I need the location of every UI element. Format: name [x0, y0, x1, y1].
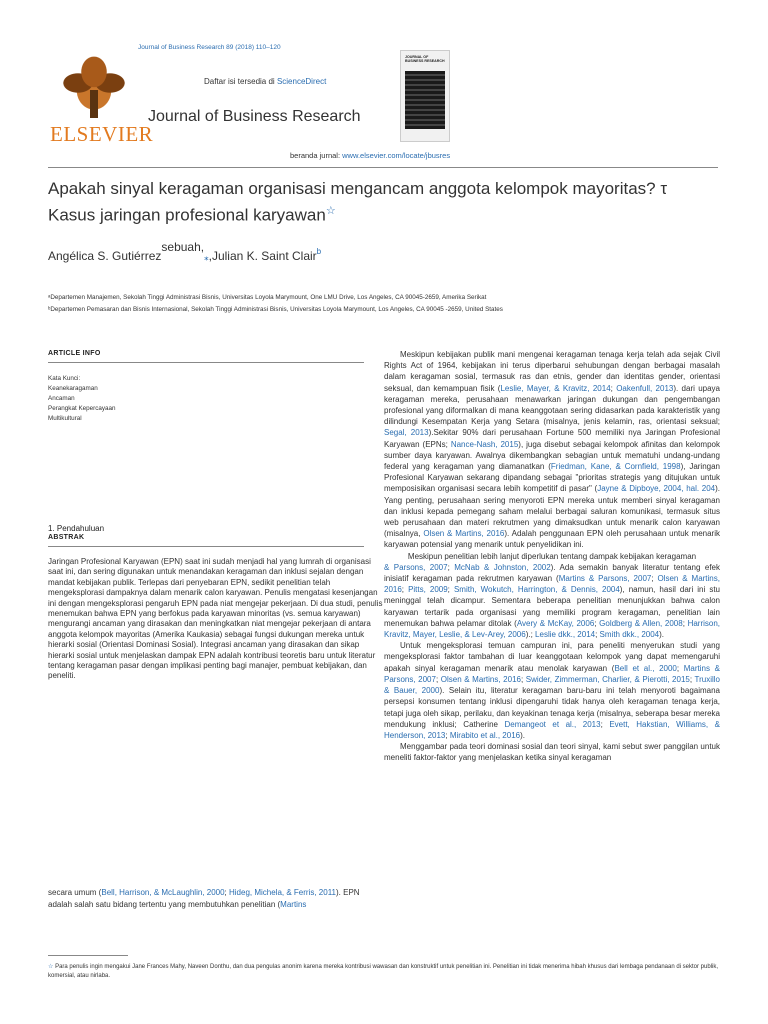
paragraph: Meskipun kebijakan publik mani mengenai keragaman tenaga kerja telah ada sejak Civil Rights Act of 1964, kebijakan ini terus diperbarui sehubungan dengan berbagai masalah dalam keragaman sosial, termasuk ras dan etnis, gender dan identitas gender, orientasi seksual, dan kemampuan fisik (Leslie, Mayer, & Kravitz, 2014; Oakenfull, 2013). dari upaya keragaman mereka, perusahaan menawarkan jaringan dukungan dan pengembangan profesional yang diformalkan di mana keanggotaan sering didasarkan pada karakteristik yang dilindungi Kesempatan Kerja yang Setara (misalnya, jenis kelamin, ras, orientasi seksual; Segal, 2013).Sekitar 90% dari perusahaan Fortune 500 memiliki nya Jaringan Profesional Karyawan (EPNs; Nance-Nash, 2015), juga disebut sebagai kelompok afinitas dan kelompok sumber daya karyawan. Awalnya dikembangkan sebagian untuk mematuhi undang-undang federal yang keragaman yang diamanatkan (Friedman, Kane, & Cornfield, 1998), Jaringan Profesional Karyawan sekarang dipandang sebagai "prioritas strategis yang ditujukan untuk memposisikan organisasi secara lebih kompetitif di pasar" (Jayne & Dipboye, 2004, hal. 204). Yang penting, perusahaan sering menyoroti EPN mereka untuk memberi sinyal keragaman dan inklusi kepada pemegang saham melalui berbagai saluran komunikasi, termasuk situs web perusahaan dan materi rekrutmen yang dimaksudkan untuk menarik calon karyawan (misalnya, Olsen & Martins, 2016). Adalah penggunaan EPN oleh perusahaan untuk menarik karyawan potensial yang menarik untuk penyelidikan ini.	[384, 350, 721, 550]
citation-link[interactable]: Martins & Parsons, 2007	[384, 663, 720, 684]
article-title: Apakah sinyal keragaman organisasi mengancam anggota kelompok mayoritas? τ Kasus jaringan profesional karyawan☆	[48, 179, 668, 225]
journal-title: Journal of Business Research	[148, 108, 361, 125]
paragraph: Menggambar pada teori dominasi sosial dan teori sinyal, kami sebut swer panggilan untuk meneliti faktor-faktor yang menjelaskan ketika sinyal keragaman	[384, 742, 720, 763]
abstract-rule	[48, 546, 364, 547]
paragraph-heading: Meskipun penelitian lebih lanjut diperlukan tentang dampak kebijakan keragaman	[407, 551, 697, 561]
journal-citation[interactable]: Journal of Business Research 89 (2018) 110–120	[138, 44, 281, 51]
author-2: Julian K. Saint Clair	[211, 249, 317, 263]
introduction-heading: 1. Pendahuluan	[48, 524, 105, 533]
keyword-item: Multikultural	[48, 415, 82, 422]
citation-link[interactable]: Leslie dkk., 2014	[535, 630, 596, 640]
keyword-item: Perangkat Kepercayaan	[48, 405, 116, 412]
contents-available-line: Daftar isi tersedia di ScienceDirect	[204, 77, 327, 86]
citation-link[interactable]: Mirabito et al., 2016	[449, 730, 521, 740]
citation-link[interactable]: McNab & Johnston, 2002	[454, 562, 551, 572]
introduction-text: secara umum (Bell, Harrison, & McLaughlin, 2000; Hideg, Michela, & Ferris, 2011). EPN adalah salah satu bidang tertentu yang membutuhkan penelitian (Martins	[48, 888, 360, 909]
citation-link[interactable]: Hideg, Michela, & Ferris, 2011	[229, 888, 337, 897]
citation-link[interactable]: Smith dkk., 2004	[599, 630, 660, 640]
journal-homepage: beranda jurnal: www.elsevier.com/locate/jbusres	[290, 151, 451, 160]
journal-cover-thumbnail	[400, 50, 450, 142]
citation-link[interactable]: Leslie, Mayer, & Kravitz, 2014	[500, 383, 611, 393]
footnote-star: ☆	[48, 964, 54, 970]
corresponding-author-mark[interactable]: ⁎	[204, 252, 209, 262]
citation-link[interactable]: Goldberg & Allen, 2008	[599, 618, 683, 628]
title-footnote-star[interactable]: ☆	[325, 205, 336, 217]
author-2-affiliation-mark[interactable]: b	[316, 247, 322, 256]
paragraph: Untuk mengeksplorasi temuan campuran ini, para peneliti menyerukan studi yang mengeksplorasi faktor tambahan di luar keanggotaan kelompok yang dapat memengaruhi apakah sinyal keragaman menarik atau menolak karyawan (Bell et al., 2000; Martins & Parsons, 2007; Olsen & Martins, 2016; Swider, Zimmerman, Charlier, & Pierotti, 2015; Truxillo & Bauer, 2000). Selain itu, literatur keragaman baru-baru ini telah menyoroti bagaimana persepsi konsumen tentang inklusi dipengaruhi tidak hanya oleh keragaman tenaga kerja, tetapi juga oleh sikap, perilaku, dan keyakinan tenaga kerja (misalnya, seberapa besar mereka mendukung inklusi; Catherine Demangeot et al., 2013; Evett, Hakstian, Williams, & Henderson, 2013; Mirabito et al., 2016).	[384, 641, 721, 740]
citation-link[interactable]: Pitts, 2009	[408, 585, 448, 595]
citation-link[interactable]: Olsen & Martins, 2016	[384, 574, 720, 595]
citation-link[interactable]: Harrison, Kravitz, Mayer, Leslie, & Lev-Arey, 2006	[384, 618, 721, 640]
citation-link[interactable]: Truxillo & Bauer, 2000	[384, 674, 720, 696]
header-divider	[48, 167, 718, 168]
article-info-rule	[48, 362, 364, 363]
citation-link[interactable]: Segal, 2013	[384, 428, 429, 438]
sciencedirect-link[interactable]: ScienceDirect	[276, 77, 327, 86]
citation-link[interactable]: Olsen & Martins, 2016	[423, 529, 505, 539]
cover-caption: JOURNAL OF BUSINESS RESEARCH	[405, 55, 445, 63]
publisher-wordmark: ELSEVIER	[50, 122, 154, 146]
citation-link[interactable]: Friedman, Kane, & Cornfield, 1998	[550, 462, 681, 472]
keywords-block	[48, 374, 116, 424]
citation-link[interactable]: Martins	[280, 899, 307, 909]
keywords-label: Kata Kunci:	[48, 375, 81, 382]
citation-link[interactable]: Nance-Nash, 2015	[450, 439, 519, 449]
article-info-heading: ARTICLE INFO	[48, 350, 101, 357]
citation-link[interactable]: Oakenfull, 2013	[616, 383, 674, 393]
citation-link[interactable]: Evett, Hakstian, Williams, & Henderson, 2013	[384, 719, 720, 740]
citation-link[interactable]: Olsen & Martins, 2016	[440, 674, 521, 684]
affiliation-a: ᵃDepartemen Manajemen, Sekolah Tinggi Administrasi Bisnis, Universitas Loyola Marymount, One LMU Drive, Los Angeles, CA 90045-2659, Amerika Serikat	[48, 294, 487, 301]
citation-link[interactable]: Smith, Wokutch, Harrington, & Dennis, 2004	[453, 585, 620, 595]
citation-link[interactable]: & Parsons, 2007	[384, 562, 448, 572]
footnote-rule	[48, 955, 128, 956]
citation-link[interactable]: Martins & Parsons, 2007	[558, 574, 652, 584]
citation-link[interactable]: Swider, Zimmerman, Charlier, & Pierotti, 2015	[525, 674, 690, 684]
author-1: Angélica S. Gutiérrez	[48, 249, 162, 263]
citation-link[interactable]: Bell et al., 2000	[614, 663, 677, 673]
citation-link[interactable]: Jayne & Dipboye, 2004, hal. 204	[597, 484, 716, 494]
citation-link[interactable]: Bell, Harrison, & McLaughlin, 2000	[101, 888, 225, 897]
homepage-link[interactable]: www.elsevier.com/locate/jbusres	[342, 151, 451, 160]
citation-link[interactable]: Avery & McKay, 2006	[516, 618, 595, 628]
citation-link[interactable]: Demangeot et al., 2013	[504, 719, 601, 729]
paragraph: & Parsons, 2007; McNab & Johnston, 2002). Ada semakin banyak literatur tentang efek inisiatif keragaman pada rekrutmen karyawan (Martins & Parsons, 2007; Olsen & Martins, 2016; Pitts, 2009; Smith, Wokutch, Harrington, & Dennis, 2004), namun, hasil dari ini stu meninggal telah dicampur. Sementara beberapa penelitian menunjukkan bahwa calon karyawan tertarik pada organisasi yang memiliki program keragaman, penelitian lain menemukan bahwa pelamar ditolak (Avery & McKay, 2006; Goldberg & Allen, 2008; Harrison, Kravitz, Mayer, Leslie, & Lev-Arey, 2006).; Leslie dkk., 2014; Smith dkk., 2004).	[384, 562, 721, 640]
keyword-item: Ancaman	[48, 395, 75, 402]
title-footnote: ☆ Para penulis ingin mengakui Jane Frances Mahy, Naveen Donthu, dan dua pengulas anonim karena mereka kontribusi wawasan dan konstruktif untuk penelitian ini. Penelitian ini tidak menerima hibah khusus dari lembaga pendanaan di sektor publik, komersial, atau nirlaba.	[48, 964, 719, 979]
keyword-item: Keanekaragaman	[48, 385, 98, 392]
abstract-heading: ABSTRAK	[48, 534, 85, 541]
author-list: Angélica S. Gutiérrez$^{sebuah,}$⁎,Julian K. Saint Clair$^b$	[48, 240, 322, 263]
affiliation-b: ᵇDepartemen Pemasaran dan Bisnis Internasional, Sekolah Tinggi Administrasi Bisnis, Universitas Loyola Marymount, Los Angeles, CA 90045 -2659, United States	[48, 306, 503, 313]
right-column-text	[384, 349, 720, 764]
abstract-text: Jaringan Profesional Karyawan (EPN) saat ini sudah menjadi hal yang lumrah di organisasi saat ini, dan sering digunakan untuk menandakan keragaman dan inklusi sejalan dengan mandat kebijakan publik. Terlepas dari penyebaran EPN, sedikit penelitian telah mengeksplorasi dampaknya dalam menarik calon karyawan. Penulis mengatasi kesenjangan ini dengan mengeksplorasi pengaruh EPN pada niat mengejar pekerjaan. Di dua studi, penulis menemukan bahwa EPN yang berfokus pada karyawan minoritas (vs. semua karyawan) mengurangi ancaman yang dirasakan dan meningkatkan niat mengejar pekerjaan di antara anggota kelompok mayoritas (Amerika Kaukasia) sebagai fungsi dukungan mereka untuk hierarki sosial (Orientasi Dominasi Sosial). Integrasi ancaman yang dirasakan dan sikap hierarki sosial untuk menjelaskan dampak EPN adalah kontribusi teoretis baru untuk literatur tentang keragaman pasar dengan implikasi penting bagi manajer, pembuat kebijakan, dan peneliti.	[48, 557, 383, 681]
